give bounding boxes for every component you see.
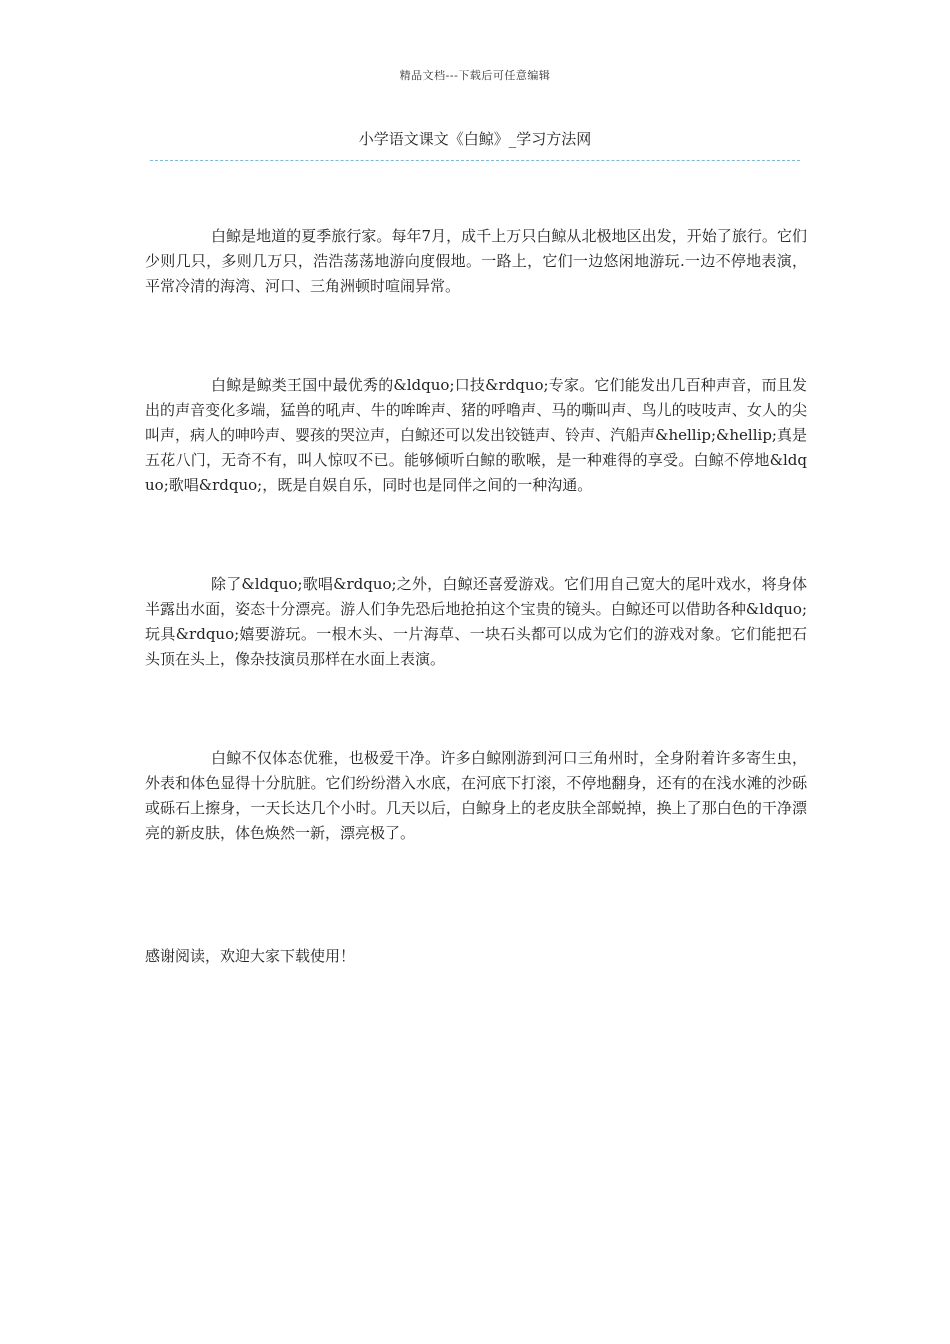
paragraph-spacer <box>145 846 807 944</box>
paragraph-spacer <box>145 672 807 746</box>
paragraph-spacer <box>145 498 807 572</box>
document-title: 小学语文课文《白鲸》_学习方法网 <box>358 130 592 148</box>
header-note: 精品文档---下载后可任意编辑 <box>399 69 551 82</box>
paragraph-spacer <box>145 299 807 373</box>
paragraph-1: 白鲸是地道的夏季旅行家。每年7月，成千上万只白鲸从北极地区出发，开始了旅行。它们少则几只，多则几万只，浩浩荡荡地游向度假地。一路上，它们一边悠闲地游玩.一边不停地表演，平常冷清的海湾、河口、三角洲顿时喧闹异常。 <box>145 227 807 295</box>
document-body <box>145 224 807 969</box>
title-divider <box>150 160 800 161</box>
paragraph-4: 白鲸不仅体态优雅，也极爱干净。许多白鲸刚游到河口三角州时，全身附着许多寄生虫，外表和体色显得十分肮脏。它们纷纷潜入水底，在河底下打滚，不停地翻身，还有的在浅水滩的沙砾或砾石上擦身，一天长达几个小时。几天以后，白鲸身上的老皮肤全部蜕掉，换上了那白色的干净漂亮的新皮肤，体色焕然一新，漂亮极了。 <box>145 749 807 842</box>
closing-note: 感谢阅读，欢迎大家下载使用！ <box>145 947 356 965</box>
paragraph-2: 白鲸是鲸类王国中最优秀的&ldquo;口技&rdquo;专家。它们能发出几百种声音，而且发出的声音变化多端，猛兽的吼声、牛的哞哞声、猪的呼噜声、马的嘶叫声、鸟儿的吱吱声、女人的尖叫声，病人的呻吟声、婴孩的哭泣声，白鲸还可以发出铰链声、铃声、汽船声&hellip;&hellip;真是五花八门，无奇不有，叫人惊叹不已。能够倾听白鲸的歌喉，是一种难得的享受。白鲸不停地&ldquo;歌唱&rdquo;，既是自娱自乐，同时也是同伴之间的一种沟通。 <box>145 376 807 494</box>
paragraph-3: 除了&ldquo;歌唱&rdquo;之外，白鲸还喜爱游戏。它们用自己宽大的尾叶戏水，将身体半露出水面，姿态十分漂亮。游人们争先恐后地抢拍这个宝贵的镜头。白鲸还可以借助各种&ldquo;玩具&rdquo;嬉要游玩。一根木头、一片海草、一块石头都可以成为它们的游戏对象。它们能把石头顶在头上，像杂技演员那样在水面上表演。 <box>145 575 807 668</box>
